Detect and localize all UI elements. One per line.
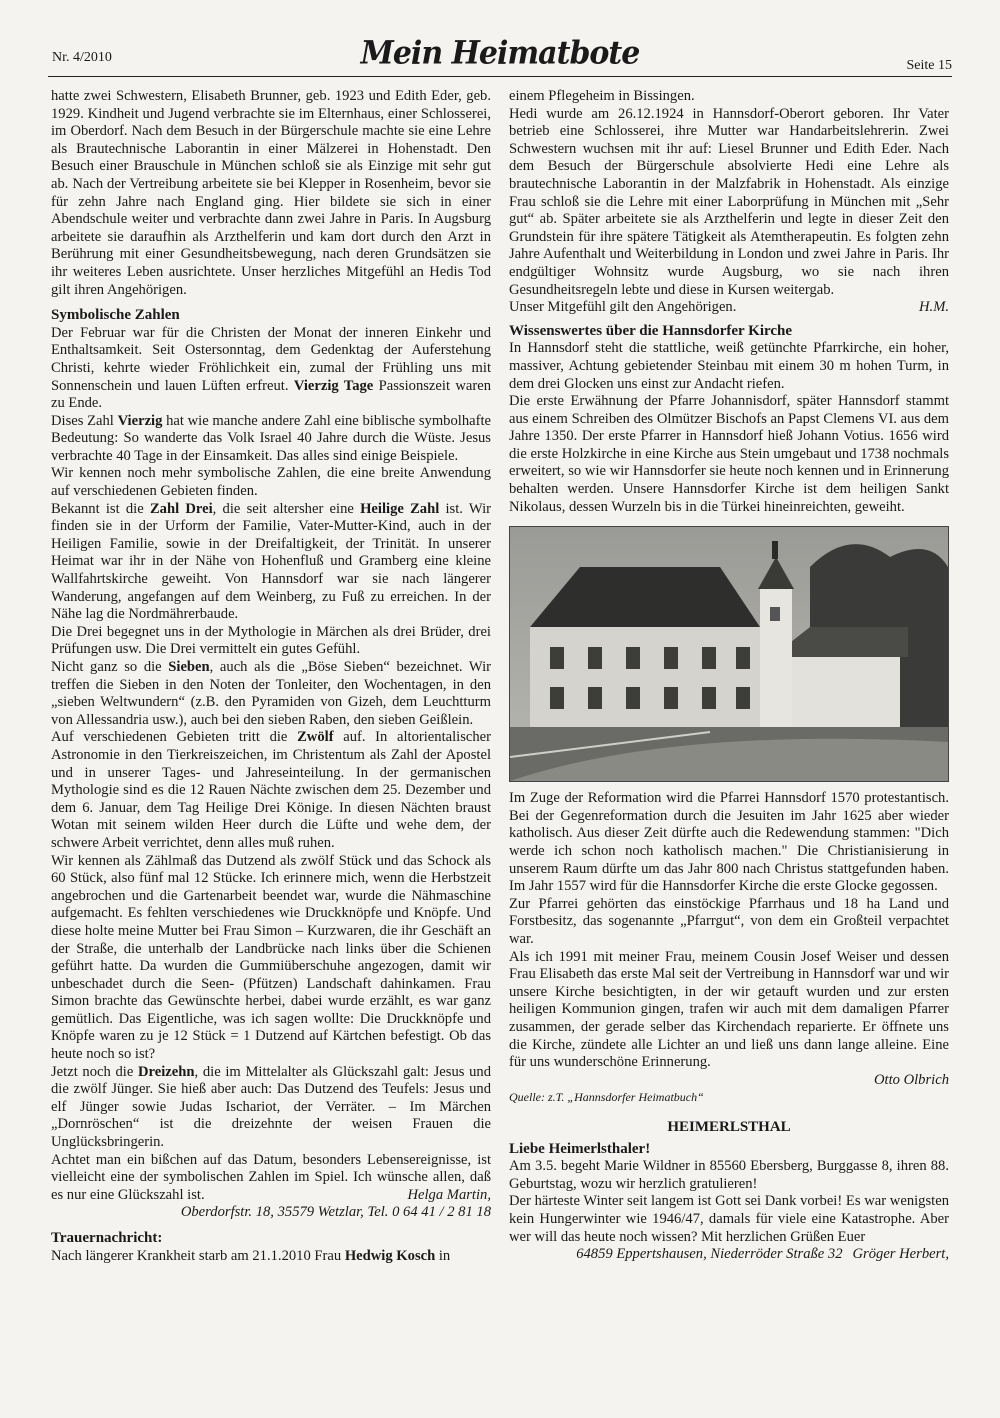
header-rule <box>48 76 952 77</box>
paragraph: Jetzt noch die Dreizehn, die im Mittelalter als Glückszahl galt: Jesus und die zwölf Jünger. Sie hieß aber auch: Das Dutzend des Teufels: Jesus und elf Jünger sowie Judas Ischariot, der Verräter. – Im Märchen „Dornröschen“ ist die dreizehnte der weisen Frauen die Unglücksbringerin. <box>51 1063 491 1151</box>
page-number: Seite 15 <box>906 58 952 73</box>
paragraph: Unser Mitgefühl gilt den Angehörigen. H.M. <box>509 299 949 316</box>
heading-trauernachricht: Trauernachricht: <box>51 1230 163 1246</box>
paragraph: Hedi wurde am 26.12.1924 in Hannsdorf-Oberort geboren. Ihr Vater betrieb eine Schlosserei, ihre Mutter war Handarbeitslehrerin. Zwei Schwestern wuchsen mit ihr auf: Liesel Brunner und Edith Eder. Nach dem Besuch der Bürgerschule absolvierte Hedi eine Lehre als brautechnische Laborantin in der Malzfabrik in Hohenstadt. Als einzige Frau schloß sie die Lehre mit einer Laborprüfung in München mit „Sehr gut“ ab. Später arbeitete sie als Arzthelferin und legte in dieser Zeit den Grundstein für ihre spätere Tätigkeit als Atemtherapeutin. Es folgten zehn Jahre Aufenthalt und Weiterbildung in London und zwei Jahre in Paris. Ihr endgültiger Wohnsitz wurde Augsburg, wo sie nach ihren Gesundheitsregeln lebte und diese in Kursen weitergab. <box>509 105 949 298</box>
paragraph: Die erste Erwähnung der Pfarre Johannisdorf, später Hannsdorf stammt aus einem Schreiben des Olmützer Bischofs an Papst Clemens VI. aus dem Jahre 1350. Der erste Pfarrer in Hannsdorf hieß Johann Votius. 1656 wird die erste Holzkirche in eine Kirche aus Stein umgebaut und 1738 nochmals erweitert, so wie wir Hannsdorfer sie heute noch kennen und in Erinnerung behalten werden. Unsere Hannsdorfer Kirche ist dem heiligen Sankt Nikolaus, dessen Wurzeln bis in die Türkei hineinreichten, geweiht. <box>509 393 949 515</box>
paragraph: In Hannsdorf steht die stattliche, weiß getünchte Pfarrkirche, ein hoher, massiver, Achtung gebietender Steinbau mit einem 30 m hohen Turm, in dem drei Glocken uns einst zur Andacht riefen. <box>509 340 949 392</box>
church-photo-illustration <box>510 527 948 781</box>
source-caption: Quelle: z.T. „Hannsdorfer Heimatbuch“ <box>509 1090 704 1105</box>
paragraph: Im Zuge der Reformation wird die Pfarrei Hannsdorf 1570 protestantisch. Bei der Gegenreformation durch die Jesuiten im Jahr 1625 aber wieder katholisch. Aus dieser Zeit dürfte auch die Redewendung stammen: "Dich werde ich schon noch katholisch machen." Die Christianisierung in unserem Raum dürfte um das Jahr 800 nach Christus stattgefunden haben. Im Jahr 1557 wird für die Hannsdorfer Kirche die erste Glocke gegossen. <box>509 790 949 895</box>
author-address: Oberdorfstr. 18, 35579 Wetzlar, Tel. 0 64 41 / 2 81 18 <box>180 1204 491 1221</box>
paragraph: Auf verschiedenen Gebieten tritt die Zwölf auf. In altorientalischer Astronomie in den Tierkreiszeichen, im Christentum als Zahl der Apostel und in unserer Tages- und Jahreseinteilung. In der germanischen Mythologie sind es die 12 Rauen Nächte zwischen dem 25. Dezember und dem 6. Januar, dem Tag Heilige Drei Könige. In diesen Nächten braust Wotan mit seinem wilden Heer durch die Lüfte und wehe dem, der schwere Arbeit verrichtet, denn alles muß ruhen. <box>51 729 491 851</box>
heading-kirche: Wissenswertes über die Hannsdorfer Kirche <box>509 322 793 339</box>
paragraph: Wir kennen als Zählmaß das Dutzend als zwölf Stück und das Schock als 60 Stück, also fünf mal 12 Stücke. Ich erinnere mich, wenn die Herbstzeit angebrochen und die Gartenarbeit beendet war, wurde die Nähmaschine aufgemacht. Es fehlten verschiedenes wie Druckknöpfe und Knöpfe. Und diese holte meine Mutter bei Frau Simon – Kurzwaren, die ihr Geschäft an der Straße, die unterhalb der Landbrücke nach links über die Schienen geführt hatte. Da wurden die Gummiüberschuhe angezogen, damit wir unbeschadet durch die Seen- (Pfützen) Landschaft dahinkamen. Frau Simon brachte das Gewünschte herbei, dabei wurde erzählt, es war ganz gemütlich. Das Eigentliche, was ich sagen wollte: Die Druckknöpfe und Knöpfe waren zu je 12 Stück = 1 Dutzend auf Kärtchen befestigt. Ob das heute noch so ist? <box>51 852 491 1063</box>
heading-symbolische-zahlen: Symbolische Zahlen <box>51 307 180 324</box>
obituary-continuation: hatte zwei Schwestern, Elisabeth Brunner, geb. 1923 und Edith Eder, geb. 1929. Kindheit und Jugend verbrachte sie im Elternhaus, einer Schlosserei, im Oberdorf. Nach dem Besuch in der Bürgerschule machte sie eine Lehre als Brautechnische Laborantin in einer Mälzerei in Hohenstadt. Den Besuch einer Brauschule in München schloß sie als Einzige mit sehr gut ab. Nach der Vertreibung arbeitete sie bei Klepper in Rosenheim, bevor sie für zehn Jahre nach England ging. Hier bildete sie sich in einer Abendschule weiter und verbrachte dann zwei Jahre in Paris. In Augsburg arbeitete sie daraufhin als Arzthelferin und kam dort durch den Arzt in Berührung mit einer Gesundheitsbewegung, nach deren Grundsätzen sie ihr weiteres Leben ausrichtete. Unser herzliches Mitgefühl an Hedis Tod gilt ihren Angehörigen. <box>51 88 491 298</box>
section-heimerlsthal: HEIMERLSTHAL <box>667 1118 791 1135</box>
paragraph: Wir kennen noch mehr symbolische Zahlen, die eine breite Anwendung auf verschiedenen Gebieten finden. <box>51 465 491 500</box>
paragraph: Achtet man ein bißchen auf das Datum, besonders Lebensereignisse, ist vielleicht eine der symbolischen Zahlen im Spiel. Ich wünsche allen, daß es nur eine Glückszahl ist. Helga Martin, <box>51 1151 491 1203</box>
issue-number: Nr. 4/2010 <box>52 50 112 65</box>
paragraph: Nicht ganz so die Sieben, auch als die „Böse Sieben“ bezeichnet. Wir treffen die Sieben in den Noten der Tonleiter, den Wochentagen, in den „sieben Weltwundern“ (z.B. den Pyramiden von Gizeh, dem Leuchtturm von Allessandria usw.), auch bei den sieben Raben, den sieben Geißlein. <box>51 659 491 728</box>
paragraph: Als ich 1991 mit meiner Frau, meinem Cousin Josef Weiser und dessen Frau Elisabeth das erste Mal seit der Vertreibung in Hannsdorf war und wir unsere Kirche besichtigten, in der wir getauft wurden und zur ersten heiligen Kommunion gingen, trafen wir auch mit dem damaligen Pfarrer zusammen, der gerade selber das Kirchendach reparierte. Er öffnete uns die Kirche, zündete alle Lichter an und ließ uns dann lange alleine. Eine für uns wunderschöne Erinnerung. <box>509 948 949 1071</box>
paragraph: Nach längerer Krankheit starb am 21.1.2010 Frau Hedwig Kosch in <box>51 1247 451 1264</box>
author-address: 64859 Eppertshausen, Niederröder Straße 32 <box>576 1246 843 1263</box>
heading-liebe: Liebe Heimerlsthaler! <box>509 1140 651 1157</box>
paragraph: Der härteste Winter seit langem ist Gott sei Dank vorbei! Es war wenigsten kein Hungerwinter wie 1946/47, damals für viele eine Katastrophe. Aber wer will das heute noch wissen? Mit herzlichen Grüßen Euer Gröger Herbert, <box>509 1193 949 1263</box>
author-signature: Helga Martin, <box>407 1186 491 1203</box>
paragraph: Bekannt ist die Zahl Drei, die seit altersher eine Heilige Zahl ist. Wir finden sie in der Urform der Familie, Vater-Mutter-Kind, auch in der Heiligen Familie, sowie in der Dreifaltigkeit, der Trinität. In unserer Heimat war ihr in der Nähe von Hohenfluß und Gramberg eine kleine Wallfahrtskirche geweiht. Von Hannsdorf war sie nach längerer Wanderung, angefangen auf dem Weinberg, zu Fuß zu erreichen. In der Nähe lag die Nordmährerbaude. <box>51 500 492 623</box>
page-header <box>48 36 952 80</box>
right-column <box>509 88 949 1264</box>
author-initials: H.M. <box>919 299 949 316</box>
church-photo-icon <box>509 526 949 782</box>
paragraph: Zur Pfarrei gehörten das einstöckige Pfarrhaus und 18 ha Land und Forstbesitz, das sogenannte „Pfarrgut“, von dem ein Großteil verpachtet war. <box>509 895 949 947</box>
author-signature: Gröger Herbert, <box>852 1246 949 1263</box>
paragraph: Die Drei begegnet uns in der Mythologie in Märchen als drei Brüder, drei Prüfungen usw. Die Drei vermittelt ein gutes Gefühl. <box>51 623 491 658</box>
masthead: Mein Heimatbote <box>360 35 640 72</box>
author-signature: Otto Olbrich <box>874 1071 949 1088</box>
paragraph: Am 3.5. begeht Marie Wildner in 85560 Ebersberg, Burggasse 8, ihren 88. Geburtstag, wozu wir herzlich gratulieren! <box>509 1158 949 1192</box>
paragraph: Dises Zahl Vierzig hat wie manche andere Zahl eine biblische symbolhafte Bedeutung: So wanderte das Volk Israel 40 Jahre durch die Wüste. Jesus verbrachte 40 Tage in der Einsamkeit. Das alles sind einige Beispiele. <box>51 412 491 464</box>
left-column <box>51 88 491 1265</box>
paragraph: Der Februar war für die Christen der Monat der inneren Einkehr und Enthaltsamkeit. Seit Ostersonntag, dem Gedenktag der Auferstehung Christi, kehrte wieder Fröhlichkeit ein, zumal der Frühling uns mit Sonnenschein und lauen Lüften erfreut. Vierzig Tage Passionszeit waren zu Ende. <box>51 324 492 412</box>
paragraph: einem Pflegeheim in Bissingen. <box>509 88 695 104</box>
